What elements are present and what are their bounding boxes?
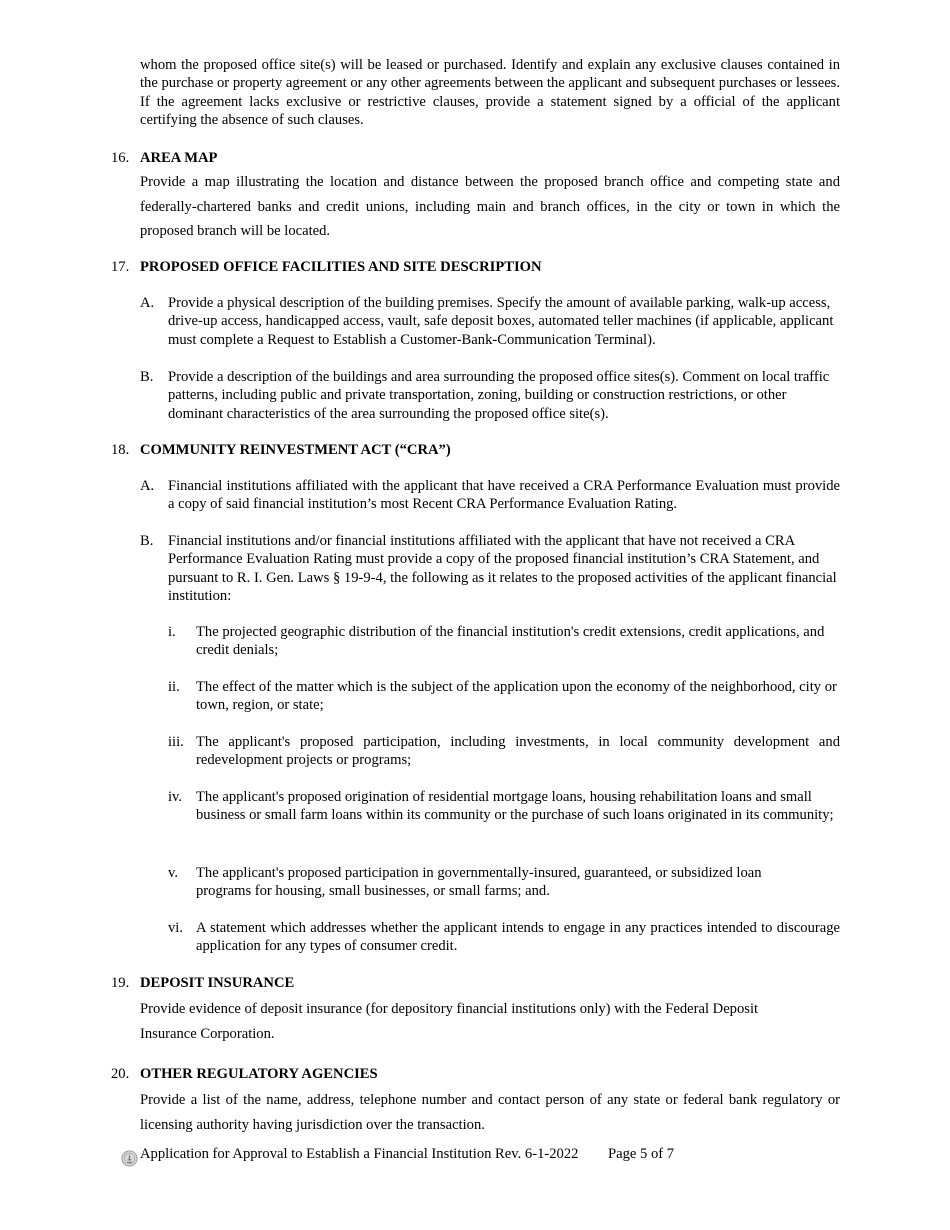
section-19-body: Provide evidence of deposit insurance (for depository financial institutions only) with the Federal Deposit Insurance Corporation. (140, 1001, 759, 1042)
section-17-heading: PROPOSED OFFICE FACILITIES AND SITE DESCRIPTION (140, 259, 542, 275)
section-19-heading: DEPOSIT INSURANCE (140, 975, 295, 991)
intro-paragraph: whom the proposed office site(s) will be leased or purchased. Identify and explain any exclusive clauses contained in the purchase or property agreement or any other agreements between the applicant and subsequent purchases or lessees. If the agreement lacks exclusive or restrictive clauses, provide a statement signed by a official of the applicant certifying the absence of such clauses. (140, 57, 840, 128)
section-18-item-a-label: A. (140, 478, 155, 494)
section-17-number: 17. (111, 259, 130, 275)
section-18-subitem-ii-label: ii. (168, 679, 180, 695)
section-18-subitem-iii-text: The applicant's proposed participation, including investments, in local community development and redevelopment projects or programs; (196, 734, 840, 769)
section-18-subitem-iv-text: The applicant's proposed origination of residential mortgage loans, housing rehabilitation loans and small business or small farm loans within its community or the purchase of such loans originated in its community; (196, 789, 834, 824)
section-19-number: 19. (111, 975, 130, 991)
section-17-item-b-label: B. (140, 369, 154, 385)
section-16-body: Provide a map illustrating the location and distance between the proposed branch office and competing state and federally-chartered banks and credit unions, including main and branch offices, in the city or town in which the proposed branch will be located. (140, 174, 840, 239)
section-18-heading: COMMUNITY REINVESTMENT ACT (“CRA”) (140, 442, 451, 458)
section-18-subitem-i-text: The projected geographic distribution of the financial institution's credit extensions, credit applications, and credit denials; (196, 624, 825, 659)
section-17-item-a-label: A. (140, 295, 155, 311)
section-18-subitem-i-label: i. (168, 624, 176, 640)
section-16-number: 16. (111, 150, 130, 166)
section-20-number: 20. (111, 1066, 130, 1082)
section-18-subitem-v-label: v. (168, 865, 178, 881)
section-17-item-a-text: Provide a physical description of the building premises. Specify the amount of available parking, walk-up access, drive-up access, handicapped access, vault, safe deposit boxes, automated teller machines (if applicable, applicant must complete a Request to Establish a Customer-Bank-Communication Terminal). (168, 295, 834, 348)
section-18-subitem-iv-label: iv. (168, 789, 183, 805)
state-seal-icon (121, 1150, 138, 1167)
section-18-subitem-iii-label: iii. (168, 734, 184, 750)
section-20-body: Provide a list of the name, address, telephone number and contact person of any state or federal bank regulatory or licensing authority having jurisdiction over the transaction. (140, 1092, 840, 1133)
section-16-heading: AREA MAP (140, 150, 218, 166)
section-18-subitem-ii-text: The effect of the matter which is the subject of the application upon the economy of the neighborhood, city or town, region, or state; (196, 679, 837, 714)
section-18-subitem-v-text: The applicant's proposed participation in governmentally-insured, guaranteed, or subsidized loan programs for housing, small businesses, or small farms; and. (196, 865, 762, 900)
section-18-number: 18. (111, 442, 130, 458)
section-20-heading: OTHER REGULATORY AGENCIES (140, 1066, 378, 1082)
footer-page-number: Page 5 of 7 (608, 1146, 675, 1162)
section-18-subitem-vi-label: vi. (168, 920, 183, 936)
section-17-item-b-text: Provide a description of the buildings and area surrounding the proposed office sites(s). Comment on local traffic patterns, including public and private transportation, zoning, building or construction restrictions, or other dominant characteristics of the area surrounding the proposed office site(s). (168, 369, 830, 422)
footer-document-title: Application for Approval to Establish a Financial Institution Rev. 6-1-2022 (140, 1146, 579, 1162)
section-18-subitem-vi-text: A statement which addresses whether the applicant intends to engage in any practices intended to discourage application for any types of consumer credit. (196, 920, 840, 955)
section-18-item-a-text: Financial institutions affiliated with the applicant that have received a CRA Performance Evaluation must provide a copy of said financial institution’s most Recent CRA Performance Evaluation Rating. (168, 478, 840, 513)
section-18-item-b-label: B. (140, 533, 154, 549)
section-18-item-b-text: Financial institutions and/or financial institutions affiliated with the applicant that have not received a CRA Performance Evaluation Rating must provide a copy of the proposed financial institution’s CRA Statement, and pursuant to R. I. Gen. Laws § 19-9-4, the following as it relates to the proposed activities of the applicant financial institution: (168, 533, 837, 604)
